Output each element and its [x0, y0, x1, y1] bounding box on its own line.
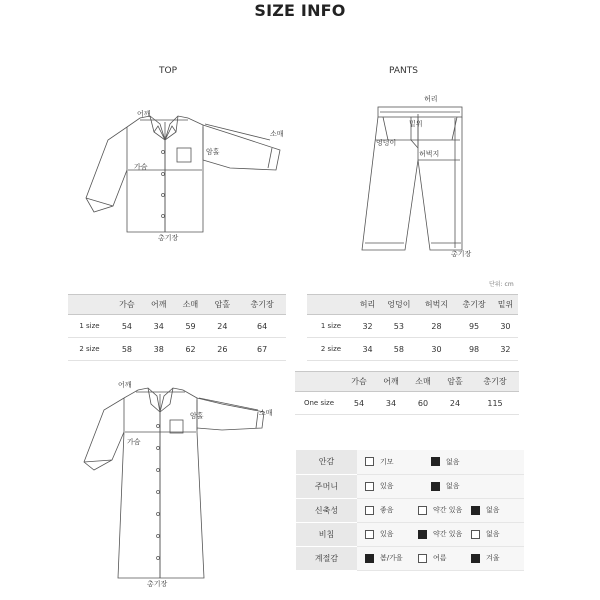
table-header: 허리 [355, 295, 380, 315]
feature-row [296, 474, 524, 498]
table-cell: 54 [343, 392, 375, 415]
table-header-row [295, 372, 519, 392]
table-cell: 62 [175, 338, 207, 361]
feature-option-label: 약간 있음 [433, 506, 463, 514]
table-cell: 1 size [68, 315, 111, 338]
pants-label-waist: 허리 [424, 95, 438, 103]
unit-note: 단위: cm [489, 281, 514, 288]
checkbox-unchecked [365, 482, 374, 491]
checkbox-unchecked [365, 506, 374, 515]
feature-option-label: 겨울 [486, 554, 500, 562]
feature-row [296, 522, 524, 546]
table-cell: 60 [407, 392, 439, 415]
feature-option-label: 기모 [380, 457, 394, 466]
table-cell: 1 size [307, 315, 355, 338]
table-header: 총기장 [471, 372, 519, 392]
feature-option [365, 529, 418, 539]
feature-options [357, 546, 524, 570]
table-header: 암홀 [439, 372, 471, 392]
table-header: 엉덩이 [380, 295, 418, 315]
checkbox-checked [431, 457, 440, 466]
feature-options [357, 474, 524, 498]
feature-option [431, 481, 497, 491]
dress-label-sleeve: 소매 [259, 409, 273, 417]
checkbox-checked [471, 506, 480, 515]
checkbox-checked [471, 554, 480, 563]
dress-size-table [295, 371, 519, 415]
feature-name: 계절감 [296, 546, 357, 570]
feature-options [357, 450, 524, 474]
feature-option [365, 457, 431, 467]
pants-section-label: PANTS [389, 66, 418, 76]
table-header [295, 372, 343, 392]
feature-option [471, 553, 524, 563]
checkbox-unchecked [471, 530, 480, 539]
table-cell: 67 [238, 338, 286, 361]
checkbox-checked [431, 482, 440, 491]
feature-option [418, 505, 471, 515]
table-header: 어깨 [143, 295, 175, 315]
table-cell: 59 [175, 315, 207, 338]
feature-option [418, 553, 471, 563]
table-row [295, 392, 519, 415]
dress-label-shoulder: 어깨 [118, 381, 132, 389]
feature-option-label: 좋음 [380, 506, 394, 514]
feature-options [357, 522, 524, 546]
pants-label-rise: 밑위 [409, 120, 423, 128]
top-label-shoulder: 어깨 [137, 110, 151, 118]
top-label-armhole: 암홀 [206, 148, 220, 156]
table-cell: 38 [143, 338, 175, 361]
table-cell: 24 [439, 392, 471, 415]
pants-label-hip: 엉덩이 [376, 139, 397, 147]
top-label-chest: 가슴 [134, 163, 148, 171]
feature-option [431, 457, 497, 467]
table-header: 소매 [407, 372, 439, 392]
table-cell: 54 [111, 315, 143, 338]
feature-option [471, 505, 524, 515]
table-cell: 30 [493, 315, 518, 338]
table-cell: 34 [143, 315, 175, 338]
checkbox-unchecked [365, 530, 374, 539]
table-cell: 2 size [68, 338, 111, 361]
table-cell: 32 [355, 315, 380, 338]
dress-label-armhole: 암홀 [190, 412, 204, 420]
pants-label-length: 총기장 [451, 250, 472, 258]
checkbox-checked [365, 554, 374, 563]
table-cell: 58 [111, 338, 143, 361]
top-label-sleeve: 소매 [270, 130, 284, 138]
dress-label-length: 총기장 [147, 580, 168, 588]
table-cell: 2 size [307, 338, 355, 361]
top-section-label: TOP [159, 66, 178, 76]
feature-option-label: 있음 [380, 530, 394, 538]
table-header: 소매 [175, 295, 207, 315]
feature-option [365, 553, 418, 563]
top-label-length: 총기장 [158, 234, 179, 242]
checkbox-unchecked [365, 457, 374, 466]
table-header: 밑위 [493, 295, 518, 315]
feature-option [418, 529, 471, 539]
table-header: 어깨 [375, 372, 407, 392]
table-header: 허벅지 [418, 295, 456, 315]
table-cell: 58 [380, 338, 418, 361]
dress-label-chest: 가슴 [127, 438, 141, 446]
feature-option-label: 없음 [486, 506, 500, 514]
feature-option-label: 여름 [433, 554, 447, 562]
checkbox-unchecked [418, 506, 427, 515]
table-header: 암홀 [206, 295, 238, 315]
table-cell: 115 [471, 392, 519, 415]
feature-row [296, 546, 524, 570]
feature-option-label: 봄/가을 [380, 554, 403, 562]
table-cell: 24 [206, 315, 238, 338]
table-cell: 98 [455, 338, 493, 361]
table-cell: 95 [455, 315, 493, 338]
table-cell: 32 [493, 338, 518, 361]
feature-row [296, 498, 524, 522]
table-cell: 28 [418, 315, 456, 338]
checkbox-unchecked [418, 554, 427, 563]
table-cell: 30 [418, 338, 456, 361]
feature-options [357, 498, 524, 522]
table-cell: 53 [380, 315, 418, 338]
feature-option-label: 없음 [446, 482, 460, 490]
feature-name: 비침 [296, 522, 357, 546]
feature-name: 안감 [296, 450, 357, 474]
table-cell: 64 [238, 315, 286, 338]
table-cell: 34 [355, 338, 380, 361]
table-header: 가슴 [111, 295, 143, 315]
table-header: 총기장 [238, 295, 286, 315]
feature-option [471, 529, 524, 539]
feature-option-label: 없음 [486, 530, 500, 538]
features-table [296, 450, 524, 571]
feature-option [365, 505, 418, 515]
table-cell: One size [295, 392, 343, 415]
checkbox-checked [418, 530, 427, 539]
feature-row [296, 450, 524, 474]
feature-option [365, 481, 431, 491]
table-header: 가슴 [343, 372, 375, 392]
feature-name: 신축성 [296, 498, 357, 522]
pants-label-thigh: 허벅지 [419, 150, 440, 158]
feature-option-label: 없음 [446, 457, 460, 466]
table-cell: 34 [375, 392, 407, 415]
feature-option-label: 있음 [380, 482, 394, 490]
table-cell: 26 [206, 338, 238, 361]
feature-name: 주머니 [296, 474, 357, 498]
page-title: SIZE INFO [254, 1, 346, 20]
table-header: 총기장 [455, 295, 493, 315]
feature-option-label: 약간 있음 [433, 530, 463, 538]
